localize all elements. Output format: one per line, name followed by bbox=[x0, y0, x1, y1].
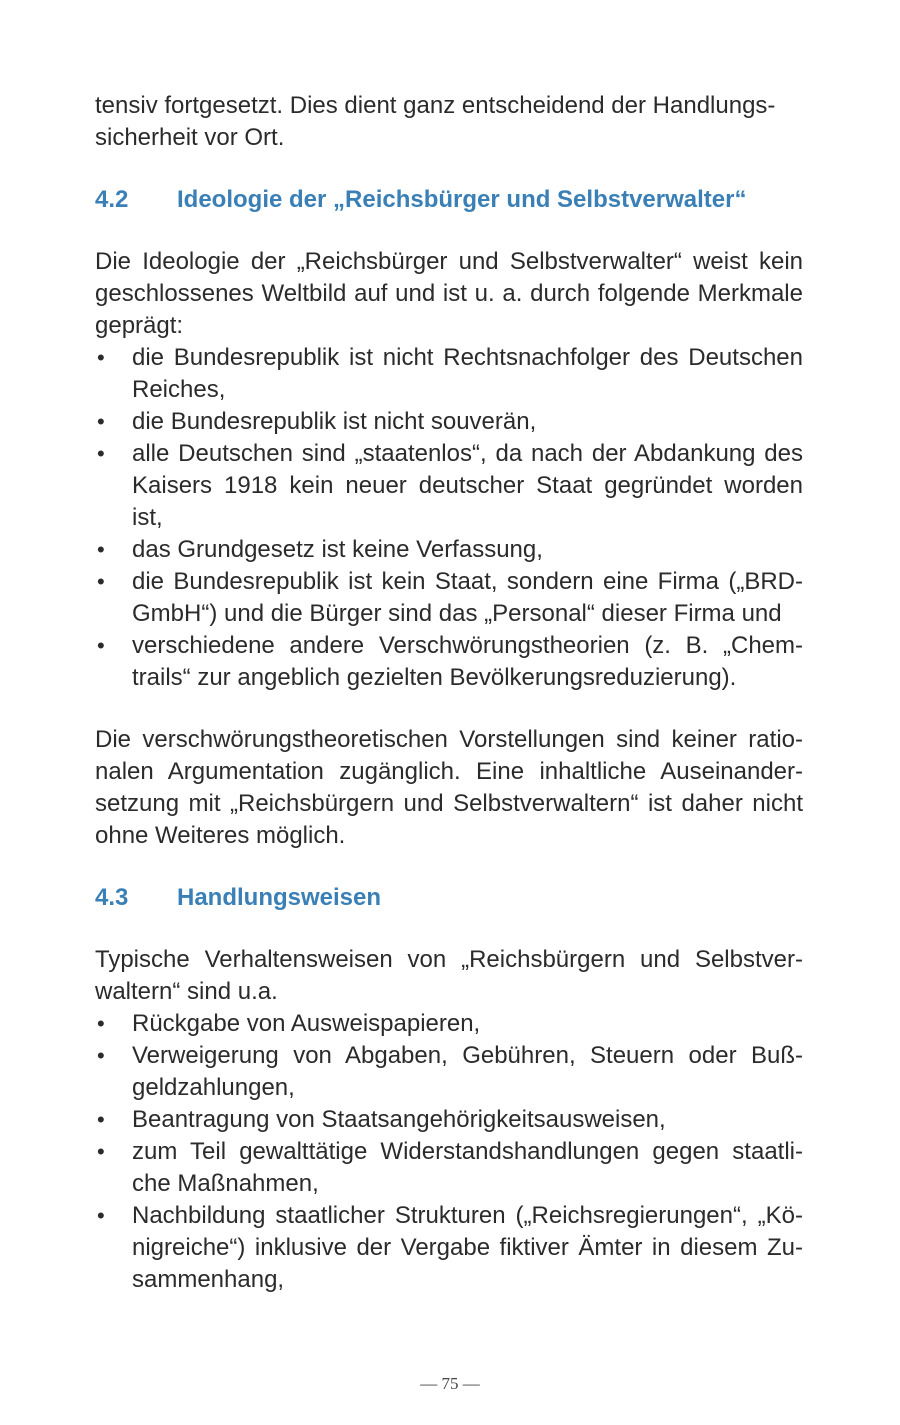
list-item-text: die Bundesrepublik ist kein Staat, sondern eine Firma („BRD-GmbH“) und die Bürger sind das „Personal“ dieser Firma und bbox=[132, 568, 803, 627]
list-item-text: alle Deutschen sind „staatenlos“, da nach der Abdankung des Kaisers 1918 kein neuer deutscher Staat gegründet worden ist, bbox=[132, 440, 803, 531]
intro-line: tensiv fortgesetzt. Dies dient ganz entscheidend der Handlungs- bbox=[95, 92, 776, 119]
features-list bbox=[95, 342, 803, 694]
section-lead-paragraph: Die Ideologie der „Reichsbürger und Selbstverwalter“ weist kein geschlossenes Weltbild auf und ist u. a. durch folgende Merkmale geprägt: bbox=[95, 248, 803, 339]
bullet-icon: • bbox=[97, 1043, 105, 1068]
list-item bbox=[95, 1104, 803, 1136]
page-number: — 75 — bbox=[420, 1374, 480, 1393]
list-item bbox=[95, 342, 803, 406]
list-item bbox=[95, 566, 803, 630]
bullet-icon: • bbox=[97, 1107, 105, 1132]
section-number: 4.2 bbox=[95, 186, 129, 213]
list-item bbox=[95, 1200, 803, 1296]
bullet-icon: • bbox=[97, 1011, 105, 1036]
bullet-icon: • bbox=[97, 633, 105, 658]
bullet-icon: • bbox=[97, 345, 105, 370]
list-item-text: zum Teil gewalttätige Widerstandshandlungen gegen staatli-che Maßnahmen, bbox=[132, 1138, 803, 1197]
closing-paragraph: Die verschwörungstheoretischen Vorstellungen sind keiner ratio-nalen Argumentation zugänglich. Eine inhaltliche Auseinander-setzung mit „Reichsbürgern und Selbstverwaltern“ ist daher nicht ohne Weiteres möglich. bbox=[95, 726, 803, 849]
list-item-text: die Bundesrepublik ist nicht souverän, bbox=[132, 408, 537, 435]
intro-line: sicherheit vor Ort. bbox=[95, 124, 285, 151]
list-item bbox=[95, 1008, 803, 1040]
section-number: 4.3 bbox=[95, 884, 129, 911]
bullet-icon: • bbox=[97, 1139, 105, 1164]
bullet-icon: • bbox=[97, 441, 105, 466]
list-item-text: Nachbildung staatlicher Strukturen („Reichsregierungen“, „Kö-nigreiche“) inklusive der Vergabe fiktiver Ämter in diesem Zu-sammenhang, bbox=[132, 1202, 803, 1293]
list-item-text: verschiedene andere Verschwörungstheorien (z. B. „Chem-trails“ zur angeblich gezielten Bevölkerungsreduzierung). bbox=[132, 632, 803, 691]
list-item bbox=[95, 1136, 803, 1200]
bullet-icon: • bbox=[97, 569, 105, 594]
bullet-icon: • bbox=[97, 537, 105, 562]
list-item-text: die Bundesrepublik ist nicht Rechtsnachfolger des Deutschen Reiches, bbox=[132, 344, 803, 403]
intro-paragraph bbox=[95, 90, 803, 154]
list-item-text: Verweigerung von Abgaben, Gebühren, Steuern oder Buß-geldzahlungen, bbox=[132, 1042, 803, 1101]
list-item bbox=[95, 438, 803, 534]
section-lead-paragraph: Typische Verhaltensweisen von „Reichsbürgern und Selbstver-waltern“ sind u.a. bbox=[95, 946, 803, 1005]
page-body bbox=[95, 90, 803, 1296]
bullet-icon: • bbox=[97, 409, 105, 434]
behaviours-list bbox=[95, 1008, 803, 1296]
list-item-text: Rückgabe von Ausweispapieren, bbox=[132, 1010, 481, 1037]
list-item-text: das Grundgesetz ist keine Verfassung, bbox=[132, 536, 543, 563]
list-item bbox=[95, 630, 803, 694]
list-item bbox=[95, 1040, 803, 1104]
section-heading-4-3 bbox=[95, 882, 803, 914]
list-item bbox=[95, 534, 803, 566]
bullet-icon: • bbox=[97, 1203, 105, 1228]
section-title: Handlungsweisen bbox=[177, 884, 382, 911]
list-item-text: Beantragung von Staatsangehörigkeitsausweisen, bbox=[132, 1106, 666, 1133]
section-heading-4-2 bbox=[95, 184, 803, 216]
section-title: Ideologie der „Reichsbürger und Selbstverwalter“ bbox=[177, 186, 747, 213]
list-item bbox=[95, 406, 803, 438]
